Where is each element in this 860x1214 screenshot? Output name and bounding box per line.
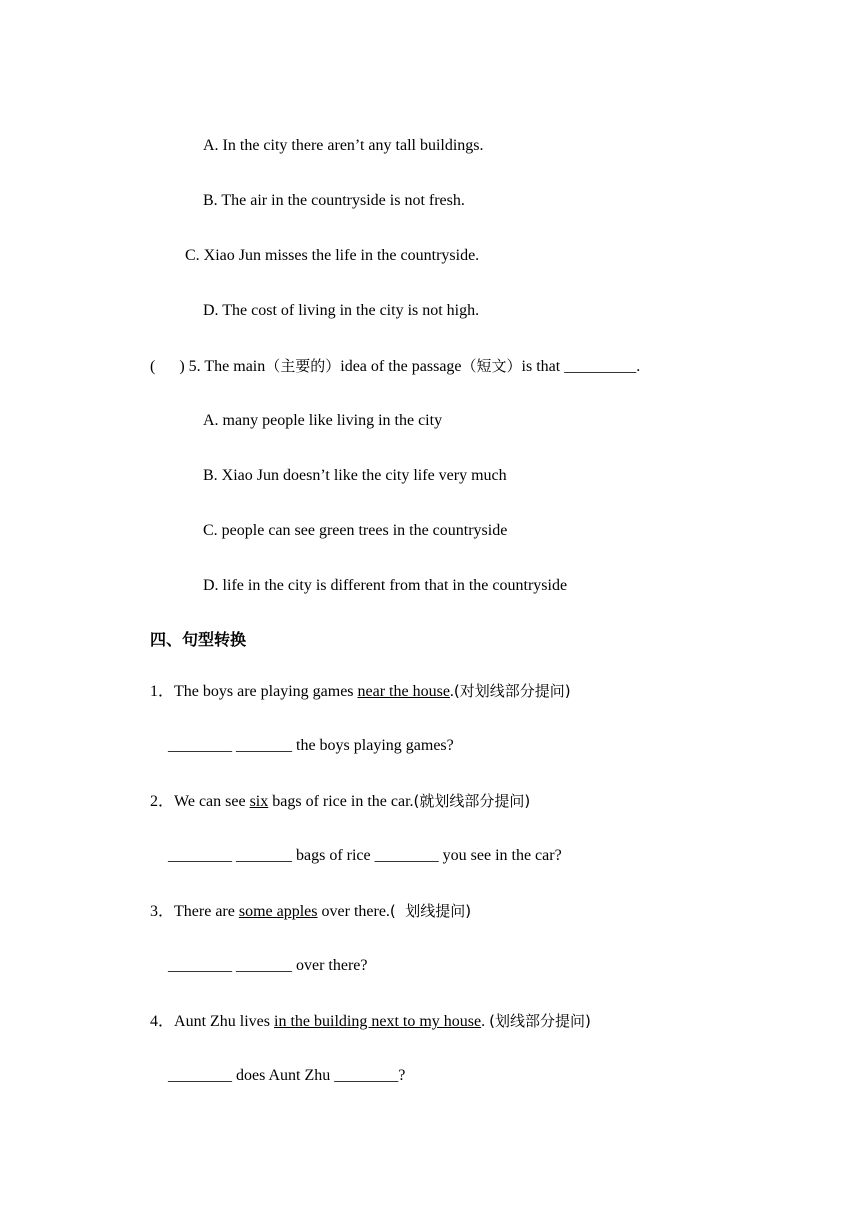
underlined-phrase: near the house (357, 683, 450, 700)
item-instruction: (划线部分提问) (489, 1012, 591, 1030)
q5-option-d: D. life in the city is different from that in the countryside (203, 577, 568, 594)
q5-tail: is that _________. (521, 358, 641, 375)
item-text: We can see (174, 793, 250, 810)
q5-number: ( ) 5. The main (150, 358, 266, 375)
q4-option-a: A. In the city there aren’t any tall buildings. (203, 137, 484, 154)
item-number: 4． (150, 1013, 175, 1030)
q4-option-d: D. The cost of living in the city is not high. (203, 302, 480, 319)
underlined-phrase: some apples (238, 903, 318, 920)
underlined-phrase: six (249, 793, 269, 810)
item-number: 1． (150, 683, 175, 700)
item-text: bags of rice in the car. (268, 793, 414, 810)
item-instruction: ( 划线提问) (389, 902, 472, 920)
transform-item-3 (150, 901, 471, 922)
transform-item-2 (150, 791, 530, 812)
q5-option-b: B. Xiao Jun doesn’t like the city life very much (203, 467, 507, 484)
transform-item-1 (150, 681, 571, 702)
q4-option-c: C. Xiao Jun misses the life in the countryside. (185, 247, 480, 264)
q5-option-c: C. people can see green trees in the countryside (203, 522, 508, 539)
answer-line-4: ________ does Aunt Zhu ________? (168, 1067, 406, 1084)
q5-mid: idea of the passage (340, 358, 462, 375)
answer-line-2: ________ _______ bags of rice ________ you see in the car? (168, 847, 562, 864)
item-text: There are (174, 903, 239, 920)
q5-option-a: A. many people like living in the city (203, 412, 443, 429)
item-text: over there. (317, 903, 390, 920)
section-heading: 四、句型转换 (150, 630, 247, 649)
answer-line-3: ________ _______ over there? (168, 957, 368, 974)
item-instruction: (对划线部分提问) (453, 682, 571, 700)
underlined-phrase: in the building next to my house (274, 1013, 482, 1030)
item-instruction: (就划线部分提问) (413, 792, 531, 810)
answer-line-1: ________ _______ the boys playing games? (168, 737, 454, 754)
q5-passage-cn: （短文） (461, 357, 522, 375)
item-number: 2． (150, 793, 175, 810)
q4-option-b: B. The air in the countryside is not fresh. (203, 192, 465, 209)
q5-main-cn: （主要的） (265, 357, 341, 375)
item-number: 3． (150, 903, 175, 920)
item-text: Aunt Zhu lives (174, 1013, 275, 1030)
item-text: . (481, 1013, 490, 1030)
q5-stem (150, 356, 640, 377)
item-text: . (449, 683, 454, 700)
transform-item-4 (150, 1011, 591, 1032)
item-text: The boys are playing games (174, 683, 358, 700)
